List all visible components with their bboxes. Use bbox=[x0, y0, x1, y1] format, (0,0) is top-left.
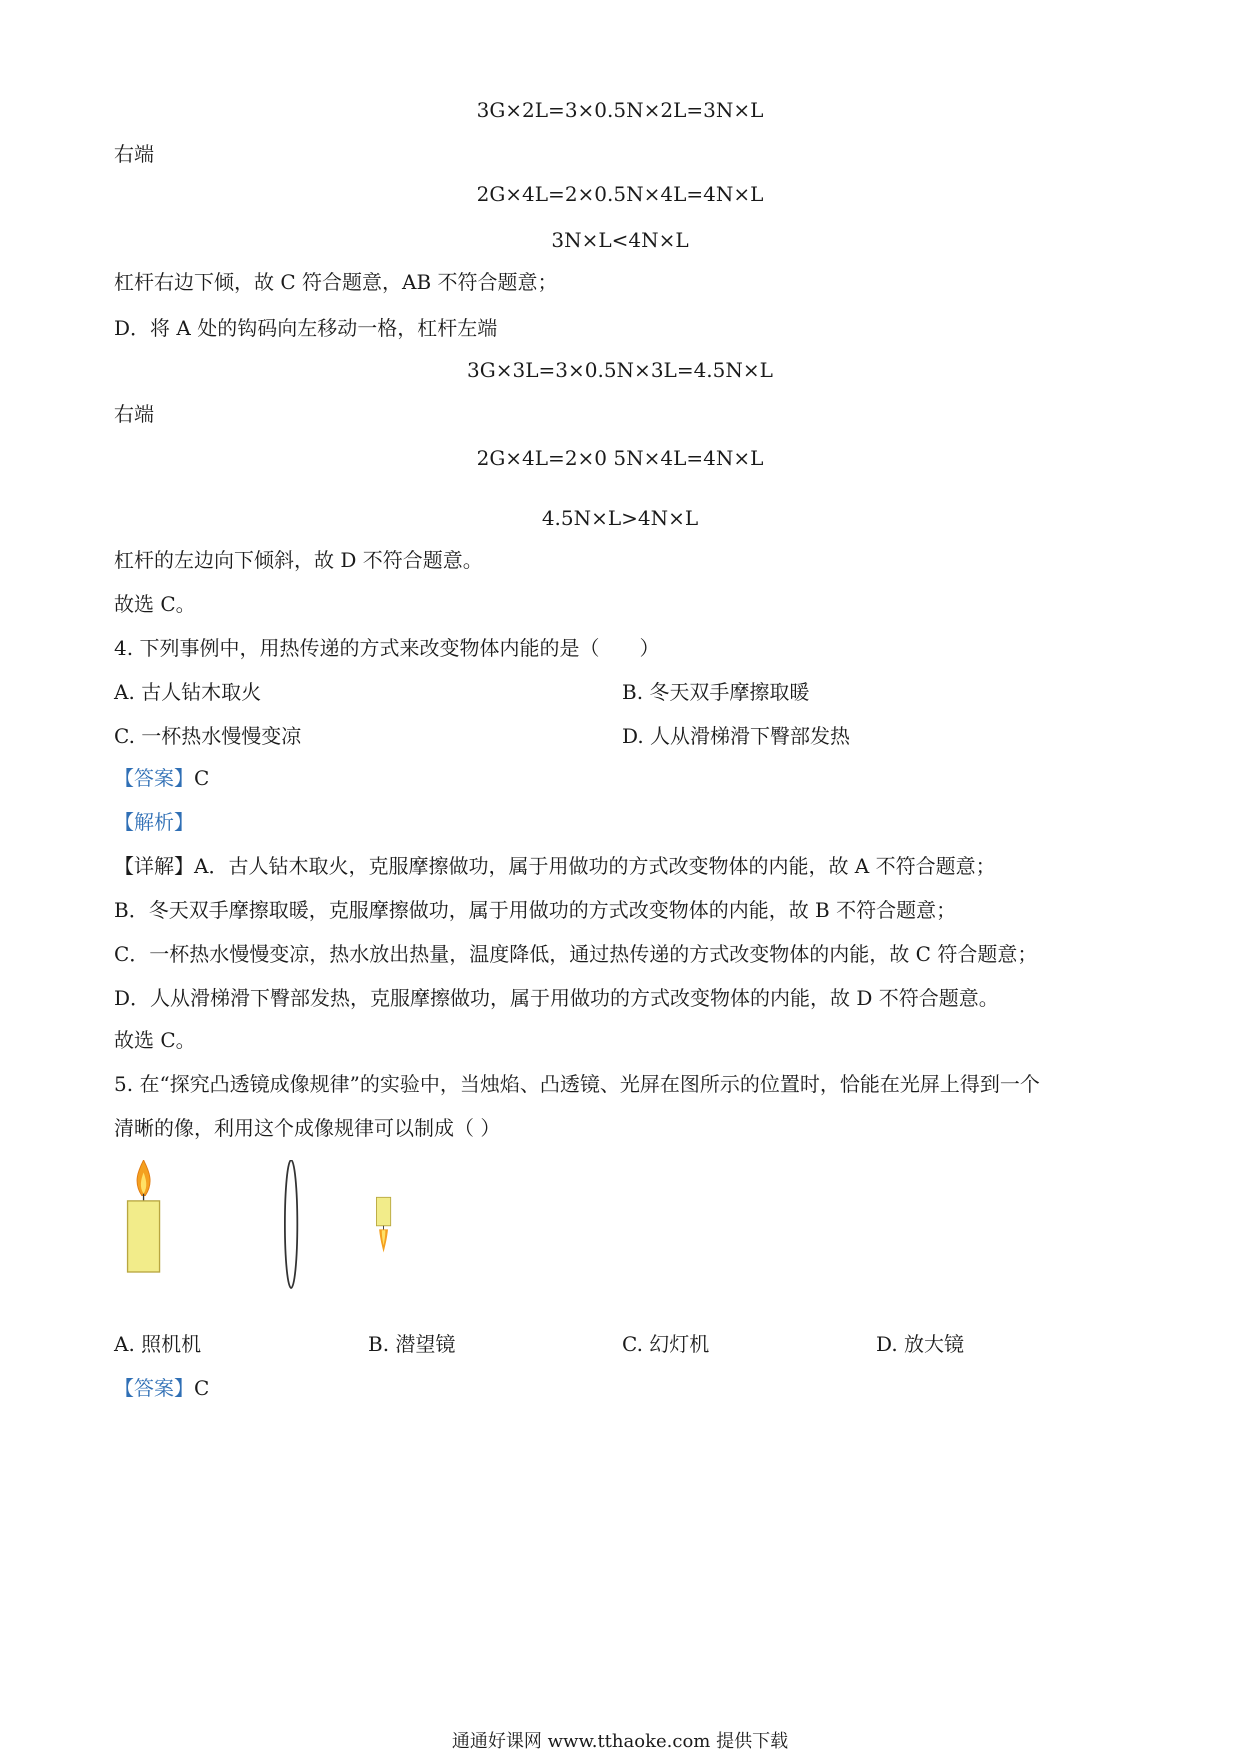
q5-answer bbox=[114, 1374, 209, 1402]
conclusion-option-d: 杠杆的左边向下倾斜，故 D 不符合题意。 bbox=[114, 548, 483, 572]
comparison-before: 3N×L<4N×L bbox=[551, 228, 689, 252]
q5-option-a: A. 照机机 bbox=[114, 1332, 202, 1356]
q4-option-b: B. 冬天双手摩擦取暖 bbox=[622, 680, 810, 704]
q4-option-c: C. 一杯热水慢慢变凉 bbox=[114, 724, 302, 748]
q4-analysis-tag bbox=[114, 808, 194, 836]
equation-left-end-after: 3G×3L=3×0.5N×3L=4.5N×L bbox=[467, 358, 773, 382]
q4-final-choice: 故选 C。 bbox=[114, 1028, 196, 1052]
label-right-end-2: 右端 bbox=[114, 402, 154, 426]
equation-right-end-after: 2G×4L=2×0 5N×4L=4N×L bbox=[476, 446, 764, 470]
answer-value: C bbox=[194, 766, 210, 790]
q4-detail-b: B．冬天双手摩擦取暖，克服摩擦做功，属于用做功的方式改变物体的内能，故 B 不符合题意； bbox=[114, 898, 957, 922]
equation-right-end-before: 2G×4L=2×0.5N×4L=4N×L bbox=[476, 182, 764, 206]
q4-option-d: D. 人从滑梯滑下臀部发热 bbox=[622, 724, 851, 748]
q5-option-c: C. 幻灯机 bbox=[622, 1332, 710, 1356]
q5-option-d: D. 放大镜 bbox=[876, 1332, 965, 1356]
q4-detail-c: C．一杯热水慢慢变凉，热水放出热量，温度降低，通过热传递的方式改变物体的内能，故 C 符合题意； bbox=[114, 942, 1038, 966]
q4-option-a: A. 古人钻木取火 bbox=[114, 680, 262, 704]
equation-left-end-before: 3G×2L=3×0.5N×2L=3N×L bbox=[476, 98, 764, 122]
label-right-end: 右端 bbox=[114, 142, 154, 166]
q4-detail-d: D．人从滑梯滑下臀部发热，克服摩擦做功，属于用做功的方式改变物体的内能，故 D 不符合题意。 bbox=[114, 986, 999, 1010]
q4-answer bbox=[114, 764, 209, 792]
analysis-tag: 【解析】 bbox=[114, 810, 194, 834]
q4-stem: 4. 下列事例中，用热传递的方式来改变物体内能的是（ ） bbox=[114, 636, 660, 660]
convex-lens-icon bbox=[285, 1160, 297, 1288]
conclusion-option-c: 杠杆右边下倾，故 C 符合题意，AB 不符合题意； bbox=[114, 270, 558, 294]
option-d-explanation: D．将 A 处的钩码向左移动一格，杠杆左端 bbox=[114, 316, 498, 340]
answer-value-q5: C bbox=[194, 1376, 210, 1400]
q5-option-b: B. 潜望镜 bbox=[368, 1332, 456, 1356]
lens-experiment-figure bbox=[100, 1160, 500, 1320]
answer-tag-q5: 【答案】 bbox=[114, 1376, 194, 1400]
answer-tag: 【答案】 bbox=[114, 766, 194, 790]
candle-icon bbox=[128, 1160, 160, 1272]
footer-source: 通通好课网 www.tthaoke.com 提供下载 bbox=[451, 1731, 789, 1752]
final-choice-q3: 故选 C。 bbox=[114, 592, 196, 616]
inverted-candle-image-icon bbox=[376, 1197, 390, 1252]
q5-stem-line1: 5. 在“探究凸透镜成像规律”的实验中，当烛焰、凸透镜、光屏在图所示的位置时，恰能在光屏上得到一个 bbox=[114, 1072, 1040, 1096]
comparison-after: 4.5N×L>4N×L bbox=[541, 506, 699, 530]
q4-detail-a: 【详解】A．古人钻木取火，克服摩擦做功，属于用做功的方式改变物体的内能，故 A 不符合题意； bbox=[114, 854, 996, 878]
q5-stem-line2: 清晰的像，利用这个成像规律可以制成（ ） bbox=[114, 1116, 501, 1140]
